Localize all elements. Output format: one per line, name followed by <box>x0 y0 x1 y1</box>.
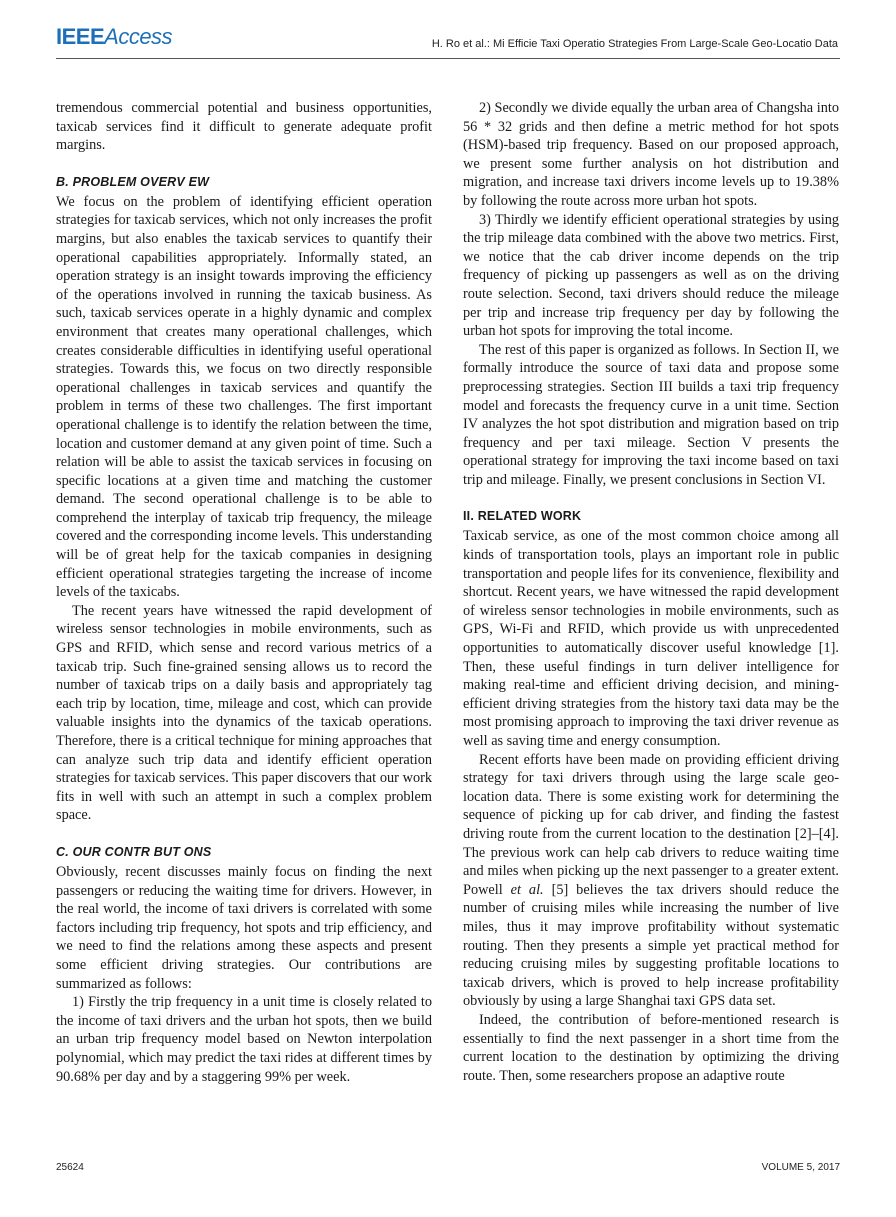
paragraph: Taxicab service, as one of the most common choice among all kinds of transportation tools, plays an important role in public transportation and people lifes for its convenience, flexibility and shortcut. Recent years, we have witnessed the rapid development of wireless sensor technologies in mobile environments, such as GPS, Wi-Fi and RFID, which provide us with unprecedented opportunities to automatically discover useful knowledge [1]. Then, these useful findings in turn deliver intelligence for making real-time and efficient driving decision, and mining-efficient driving strategies from the history taxi data may be the most promising approach to improving the taxi driver revenue as well as saving time and energy consumption. <box>463 528 839 749</box>
paragraph: The rest of this paper is organized as follows. In Section II, we formally introduce the source of taxi data and propose some preprocessing strategies. Section III builds a taxi trip frequency model and forecasts the frequency curve in a unit time. Section IV analyzes the hot spot distribution and migration based on trip frequency and per taxi mileage. Section V presents the operational strategy for improving the taxi income based on taxi trip and mileage. Finally, we present conclusions in Section VI. <box>463 341 839 488</box>
header-divider <box>56 58 840 59</box>
section-heading-problem-overview: B. PROBLEM OVERV EW <box>56 174 210 189</box>
paragraph: Obviously, recent discusses mainly focus on finding the next passengers or reducing the waiting time for drivers. However, in the real world, the income of taxi drivers is correlated with some factors including trip frequency, hot spots and trip efficiency, and we need to find the relations among these aspects and present some efficient driving strategies. Our contributions are summarized as follows: <box>56 863 432 992</box>
left-column <box>56 99 432 1086</box>
right-column <box>463 99 839 1085</box>
section-heading-related-work: II. RELATED WORK <box>463 509 582 524</box>
logo-access: Access <box>104 24 173 49</box>
page-number: 25624 <box>56 1162 84 1173</box>
paragraph: 2) Secondly we divide equally the urban area of Changsha into 56 * 32 grids and then define a metric method for hot spots (HSM)-based trip frequency. Based on our proposed approach, we present some further analysis on hot distribution and migration, and increase taxi drivers income levels up to 19.38% by following the route across more urban hot spots. <box>463 100 839 209</box>
paragraph <box>463 751 839 1011</box>
running-title: H. Ro et al.: Mi Efficie Taxi Operatio Strategies From Large-Scale Geo-Locatio Data <box>431 38 838 50</box>
section-heading-contributions: C. OUR CONTR BUT ONS <box>56 844 212 859</box>
citation-et-al: et al. <box>510 881 544 898</box>
paragraph: Indeed, the contribution of before-mentioned research is essentially to find the next passenger in a short time from the current location to the destination by optimizing the driving route. Then, some researchers propose an adaptive route <box>463 1011 839 1084</box>
text-span: Recent efforts have been made on providing efficient driving strategy for taxi drivers through using the large scale geo-location data. There is some existing work for determining the sequence of picking up for cab driver, and finding the fastest driving route from the current location to the destination [2]–[4]. The previous work can help cab drivers to reduce waiting time and miles when picking up the next passenger to a greater extent. Powell <box>463 751 839 898</box>
paragraph: We focus on the problem of identifying efficient operation strategies for taxicab services, which not only increases the profit margins, but also enables the taxicab services to quantify their operational capabilities appropriately. Informally stated, an operation strategy is an insight towards improving the efficiency of the operations involved in running the taxicab business. As such, taxicab services operate in a highly dynamic and complex environment that creates many operational challenges, which creates considerable difficulties in identifying useful operational strategies. Towards this, we focus on two directly responsible operational challenges in taxicab services and quantify the problem in terms of these two challenges. The first important operational challenge is to identify the relation between the time, location and customer demand at any given point of time. Such a relation will be able to assist the taxicab services in focusing on specific locations at a given time and matching the customer demand. The second operational challenge is to be able to comprehend the interplay of taxicab trip frequency, the mileage covered and the corresponding income levels. This understanding will be of great help for the taxicab companies in designing efficient operational strategies targeting the increase of income levels of the taxicabs. <box>56 193 432 601</box>
paragraph: The recent years have witnessed the rapid development of wireless sensor technologies in mobile environments, such as GPS and RFID, which sense and record various metrics of a taxicab trip. Such fine-grained sensing allows us to record the number of taxicab trips on a daily basis and appropriately tag each trip by location, time, mileage and cost, which can provide valuable insights into the dynamics of the taxicab operations. Therefore, there is a critical technique for mining approaches that can analyze such trip data and identify efficient operation strategies for taxicab services. This paper discovers that our work fits in well with such an attempt in such a complex problem space. <box>56 602 432 824</box>
paragraph: 1) Firstly the trip frequency in a unit time is closely related to the income of taxi drivers and the urban hot spots, then we build an urban trip frequency model based on Newton interpolation polynomial, which may predict the taxi rides at different times by 90.68% per day and by a staggering 99% per week. <box>56 994 432 1085</box>
volume-label: VOLUME 5, 2017 <box>761 1162 840 1173</box>
text-span: [5] believes the tax drivers should reduce the number of cruising miles while increasing the number of live miles, thus it may improve profitability without systematic routing. Then they presents a simple yet practical method for reducing cruising miles by suggesting profitable locations to taxicab drivers, which is proved to help increase profitability obviously by using a large Shanghai taxi GPS data set. <box>463 881 839 1010</box>
journal-logo <box>56 24 172 50</box>
logo-ieee: IEEE <box>56 24 105 49</box>
paragraph: tremendous commercial potential and business opportunities, taxicab services find it difficult to generate adequate profit margins. <box>56 100 432 154</box>
paragraph: 3) Thirdly we identify efficient operational strategies by using the trip mileage data combined with the above two metrics. First, we notice that the cab driver income depends on the trip frequency of picking up passengers as well as on the driving route selection. Second, taxi drivers should reduce the mileage per trip and increase trip frequency per day by following the urban hot spots for improving the total income. <box>463 211 839 340</box>
